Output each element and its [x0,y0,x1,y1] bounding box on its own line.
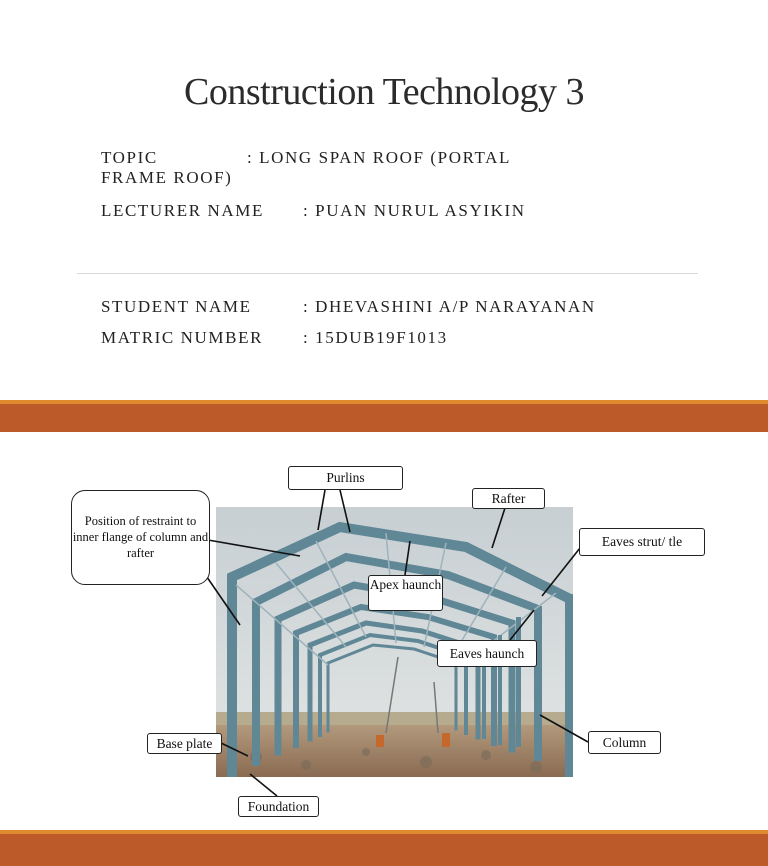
divider-line [77,273,698,274]
slide-title: Construction Technology 3 [184,71,584,113]
title-slide [0,0,768,400]
foundation-label: Foundation [238,796,319,817]
purlins-label: Purlins [288,466,403,490]
band-highlight [0,830,768,834]
column-label: Column [588,731,661,754]
lecturer-row [101,201,526,221]
restraint-label: Position of restraint to inner flange of column and rafter [71,490,210,585]
rafter-label: Rafter [472,488,545,509]
matric-value: : 15DUB19F1013 [303,328,448,347]
lecturer-label: LECTURER NAME [101,201,264,220]
student-value: : DHEVASHINI A/P NARAYANAN [303,297,596,316]
student-label: STUDENT NAME [101,297,252,316]
eaves-strut-label: Eaves strut/ tle [579,528,705,556]
topic-label: TOPIC [101,148,158,167]
lecturer-value: : PUAN NURUL ASYIKIN [303,201,526,220]
apex-haunch-label: Apex haunch [368,575,443,611]
student-row [101,297,596,317]
topic-value: : LONG SPAN ROOF (PORTAL [247,148,511,167]
band-highlight [0,400,768,404]
topic-value-continued: FRAME ROOF) [101,168,233,187]
slide-footer-band [0,830,768,866]
matric-label: MATRIC NUMBER [101,328,264,347]
matric-row [101,328,448,348]
base-plate-label: Base plate [147,733,222,754]
eaves-haunch-label: Eaves haunch [437,640,537,667]
topic-row [101,148,511,168]
slide-separator-band [0,400,768,432]
